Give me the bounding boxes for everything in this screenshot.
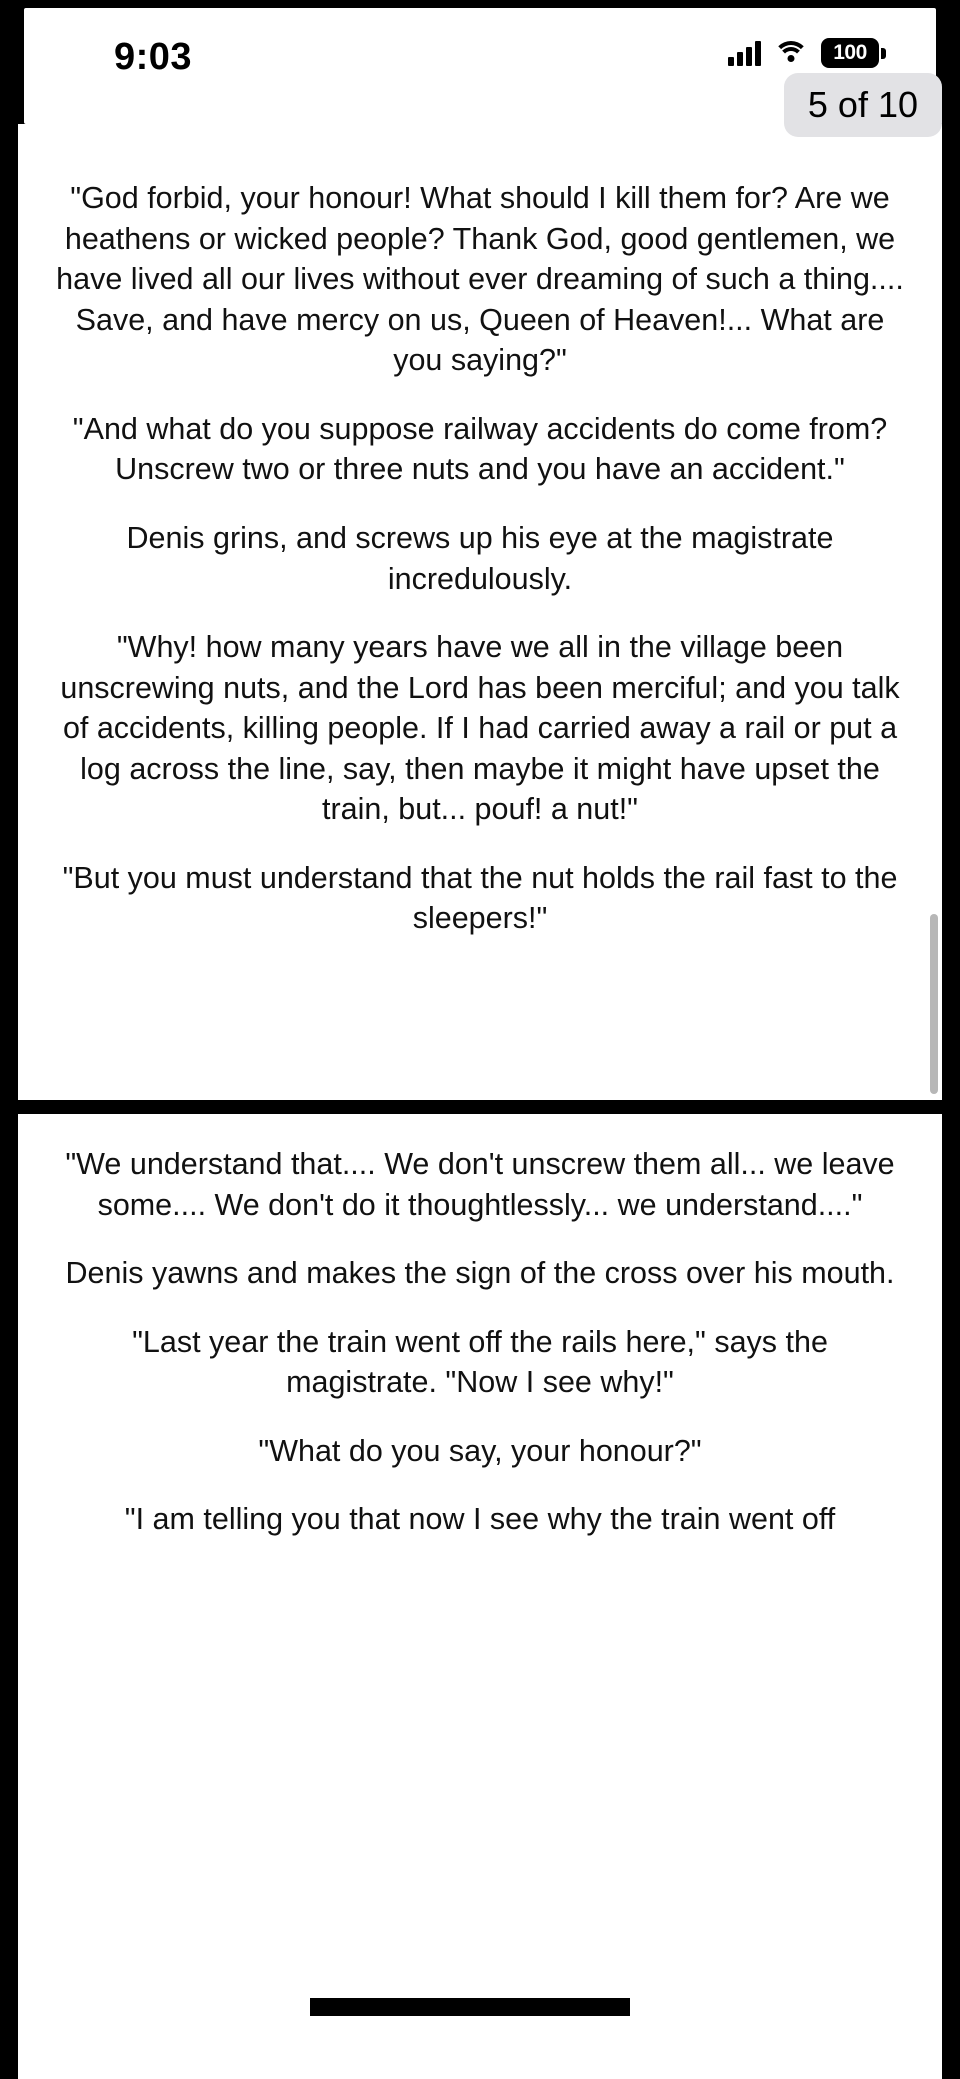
page-text-block [54,178,906,967]
page-indicator-label: 5 of 10 [807,84,918,125]
page-indicator[interactable] [784,73,942,137]
status-bar-indicators [728,38,886,68]
paragraph: "What do you say, your honour?" [258,1433,702,1468]
paragraph: "I am telling you that now I see why the train went off [124,1502,836,1537]
vertical-scrollbar[interactable] [930,914,938,1094]
battery-icon [821,38,886,68]
page-text-block-next [54,1144,906,1568]
paragraph: "Why! how many years have we all in the village been unscrewing nuts, and the Lord has been merciful; and you talk of accidents, killing people. If I had carried away a rail or put a log across the line, say, then maybe it might have upset the train, but... pouf! a nut!" [60,630,900,827]
paragraph: "But you must understand that the nut holds the rail fast to the sleepers!" [62,860,898,936]
paragraph: "We understand that.... We don't unscrew them all... we leave some.... We don't do it thoughtlessly... we understand...." [65,1147,895,1222]
paragraph: Denis grins, and screws up his eye at the magistrate incredulously. [126,520,834,596]
paragraph: "God forbid, your honour! What should I kill them for? Are we heathens or wicked people? Thank God, good gentlemen, we have lived all our lives without ever dreaming of such a thing.... Save, and have mercy on us, Queen of Heaven!... What are you saying?" [56,181,904,378]
cellular-signal-icon [728,40,761,66]
paragraph: Denis yawns and makes the sign of the cross over his mouth. [65,1256,895,1291]
wifi-icon [775,41,807,65]
battery-level-label: 100 [821,38,879,68]
status-bar-clock: 9:03 [114,36,193,78]
reader-page-current[interactable] [18,124,942,1100]
text-highlight-bar [310,1998,630,2016]
battery-cap [881,48,886,59]
paragraph: "Last year the train went off the rails here," says the magistrate. "Now I see why!" [132,1324,828,1400]
reader-page-next[interactable] [18,1114,942,2079]
paragraph: "And what do you suppose railway accidents do come from? Unscrew two or three nuts and you have an accident." [72,411,888,487]
